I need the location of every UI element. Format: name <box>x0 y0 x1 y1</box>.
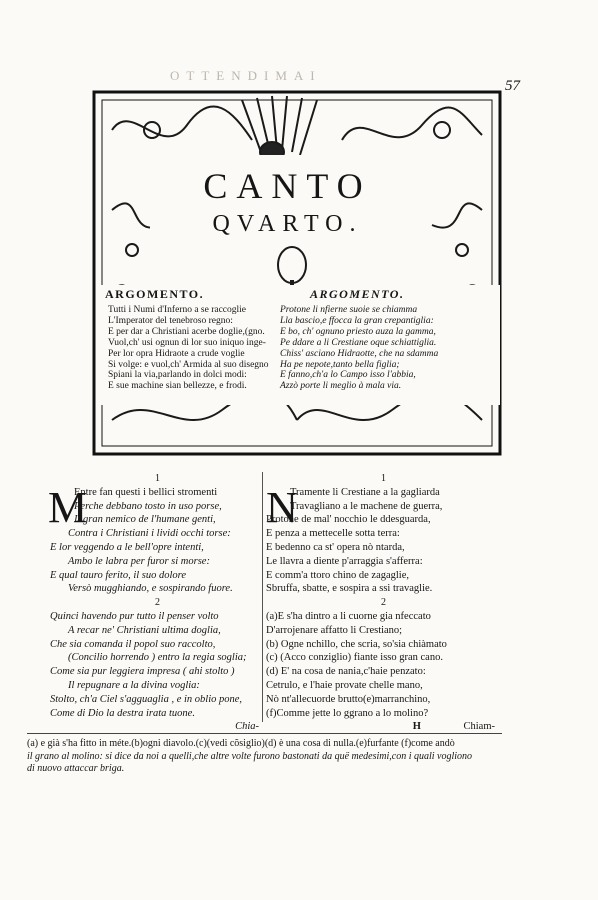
verse-line: Cetrulo, e l'haie provate chelle mano, <box>266 679 423 691</box>
argomento-line: E sue machine sian bellezze, e frodi. <box>108 381 247 392</box>
argomento-line: Per lor opra Hidraote a crude voglie <box>108 348 245 359</box>
verse-line: Travagliano a le machene de guerra, <box>290 500 443 512</box>
verse-line: Tramente li Crestiane a la gagliarda <box>290 486 440 498</box>
argomento-line: Azzò porte li meglio à mala via. <box>280 381 402 392</box>
verse-line: Che sia comanda il popol suo raccolto, <box>50 638 216 650</box>
verse-line: E bedenno ca st' opera nò ntarda, <box>266 541 405 553</box>
argomento-line: Vuol,ch' usi ognun di lor suo iniquo inge- <box>108 337 266 348</box>
verse-line: Entre fan questi i bellici stromenti <box>74 486 218 498</box>
footnotes <box>27 738 547 776</box>
argomento-line: Pe ddare a li Crestiane oque schiattiglia. <box>280 337 437 348</box>
verse-line: (a)E s'ha dintro a li cuorne gia nfeccato <box>266 610 431 622</box>
footnote-line: di nuovo attaccar briga. <box>27 763 125 774</box>
argomento-line: E fanno,ch'a lo Campo isso l'abbia, <box>280 370 416 381</box>
verse-line: (f)Comme jette lo ggrano a lo molino? <box>266 707 429 719</box>
argomento-dialect <box>280 305 485 392</box>
argomento-box <box>100 285 500 405</box>
footnote-line: il grano al molino: si dice da noi a quelli,che altre volte furono bastonati da quë medesimi,con i quali vogliono <box>27 750 473 762</box>
catchword: Chiam- <box>463 721 495 733</box>
verse-line: Perche debbano tosto in uso porse, <box>74 500 222 512</box>
verse-line: (c) (Acco conziglio) fiante isso gran cano. <box>266 652 443 664</box>
verse-line: Quinci havendo pur tutto il penser volto <box>50 610 219 622</box>
footnote-line: (a) e già s'ha fitto in méte.(b)ogni diavolo.(c)(vedi cõsiglio)(d) è una cosa di nulla.(e)furfante (f)come andò <box>27 738 455 749</box>
argomento-line: Spiani la via,parlando in dolci modi: <box>108 370 247 381</box>
verse-line: E qual tauro ferito, il suo dolore <box>50 569 187 581</box>
argomento-line: L'Imperator del tenebroso regno: <box>108 315 233 326</box>
verse-line: (Concilio horrendo ) entro la regia soglia; <box>68 652 247 664</box>
argomento-line: Lla bascio,e ffocca la gran crepantiglia: <box>280 315 434 326</box>
verse-line: Versò mugghiando, e sospirando fuore. <box>68 583 233 595</box>
canto-subtitle: QVARTO. <box>212 211 363 237</box>
drop-cap: N <box>266 483 298 532</box>
verse-line: E comm'a ttoro chino de zagaglie, <box>266 569 410 581</box>
verse-line: (b) Ogne nchillo, che scria, so'sia chiàmato <box>266 638 447 650</box>
verse-line: Sbruffa, sbatte, e sospira a ssi travaglie. <box>266 583 433 595</box>
argomento-line: Si volge: e vuol,ch' Armida al suo disegno <box>108 359 269 370</box>
verse-line: Contra i Christiani i lividi occhi torse: <box>68 528 231 540</box>
catchword: Chia- <box>235 721 259 733</box>
verse-line: Il gran nemico de l'humane genti, <box>74 514 216 526</box>
signature-mark: H <box>412 721 421 733</box>
dialect-column <box>266 472 501 734</box>
canto-heading <box>150 155 425 245</box>
verse-line: Nò nt'allecuorde brutto(e)marranchino, <box>266 693 431 705</box>
argomento-heading-dialect: ARGOMENTO. <box>310 287 405 301</box>
argomento-line: E bo, ch' ognuno priesto auza la gamma, <box>280 326 436 337</box>
stanza-number: 2 <box>381 597 386 609</box>
stanza-number: 1 <box>381 473 386 484</box>
stanza-number: 2 <box>155 597 160 609</box>
verse-line: Il repugnare a la divina voglia: <box>68 679 200 691</box>
verse-line: Come sia pur leggiera impresa ( ahi stolto ) <box>50 666 235 678</box>
verse-line: Stolto, ch'a Ciel s'agguaglia , e in oblio pone, <box>50 693 243 705</box>
footnote-rule <box>27 733 502 734</box>
verse-line: E lor veggendo a le bell'opre intenti, <box>50 541 204 553</box>
italian-column <box>50 472 265 734</box>
ghost-running-head: OTTENDIMAI <box>170 68 322 83</box>
argomento-line: Chiss' asciano Hidraotte, che na sdamma <box>280 348 439 359</box>
canto-title: CANTO <box>203 166 372 206</box>
verse-line: D'arrojenare affatto li Crestiano; <box>266 624 403 636</box>
verse-line: Ambo le labra per furor si morse: <box>68 555 210 567</box>
verse-line: Protone de mal' nocchio le ddesguarda, <box>266 514 431 526</box>
verse-line: A recar ne' Christiani ultima doglia, <box>68 624 221 636</box>
argomento-line: Tutti i Numi d'Inferno a se raccoglie <box>108 305 247 315</box>
verse-line: (d) E' na cosa de nania,c'haie penzato: <box>266 666 426 678</box>
verse-line: Come di Dio la destra irata tuone. <box>50 707 195 719</box>
argomento-line: E per dar a Christiani acerbe doglie,(gno. <box>108 326 265 337</box>
argomento-italian <box>108 305 288 392</box>
stanza-number: 1 <box>155 473 160 484</box>
argomento-heading-italian: ARGOMENTO. <box>105 287 205 301</box>
verse-line: E penza a mettecelle sotta terra: <box>266 528 400 540</box>
argomento-line: Protone li nfierne suoie se chiamma <box>280 305 418 315</box>
verse-line: Le llavra a diente p'arraggia s'afferra: <box>266 555 423 567</box>
argomento-line: Ha pe nepote,tanto bella figlia; <box>280 359 400 370</box>
drop-cap: M <box>48 483 88 532</box>
page-number: 57 <box>505 78 520 94</box>
